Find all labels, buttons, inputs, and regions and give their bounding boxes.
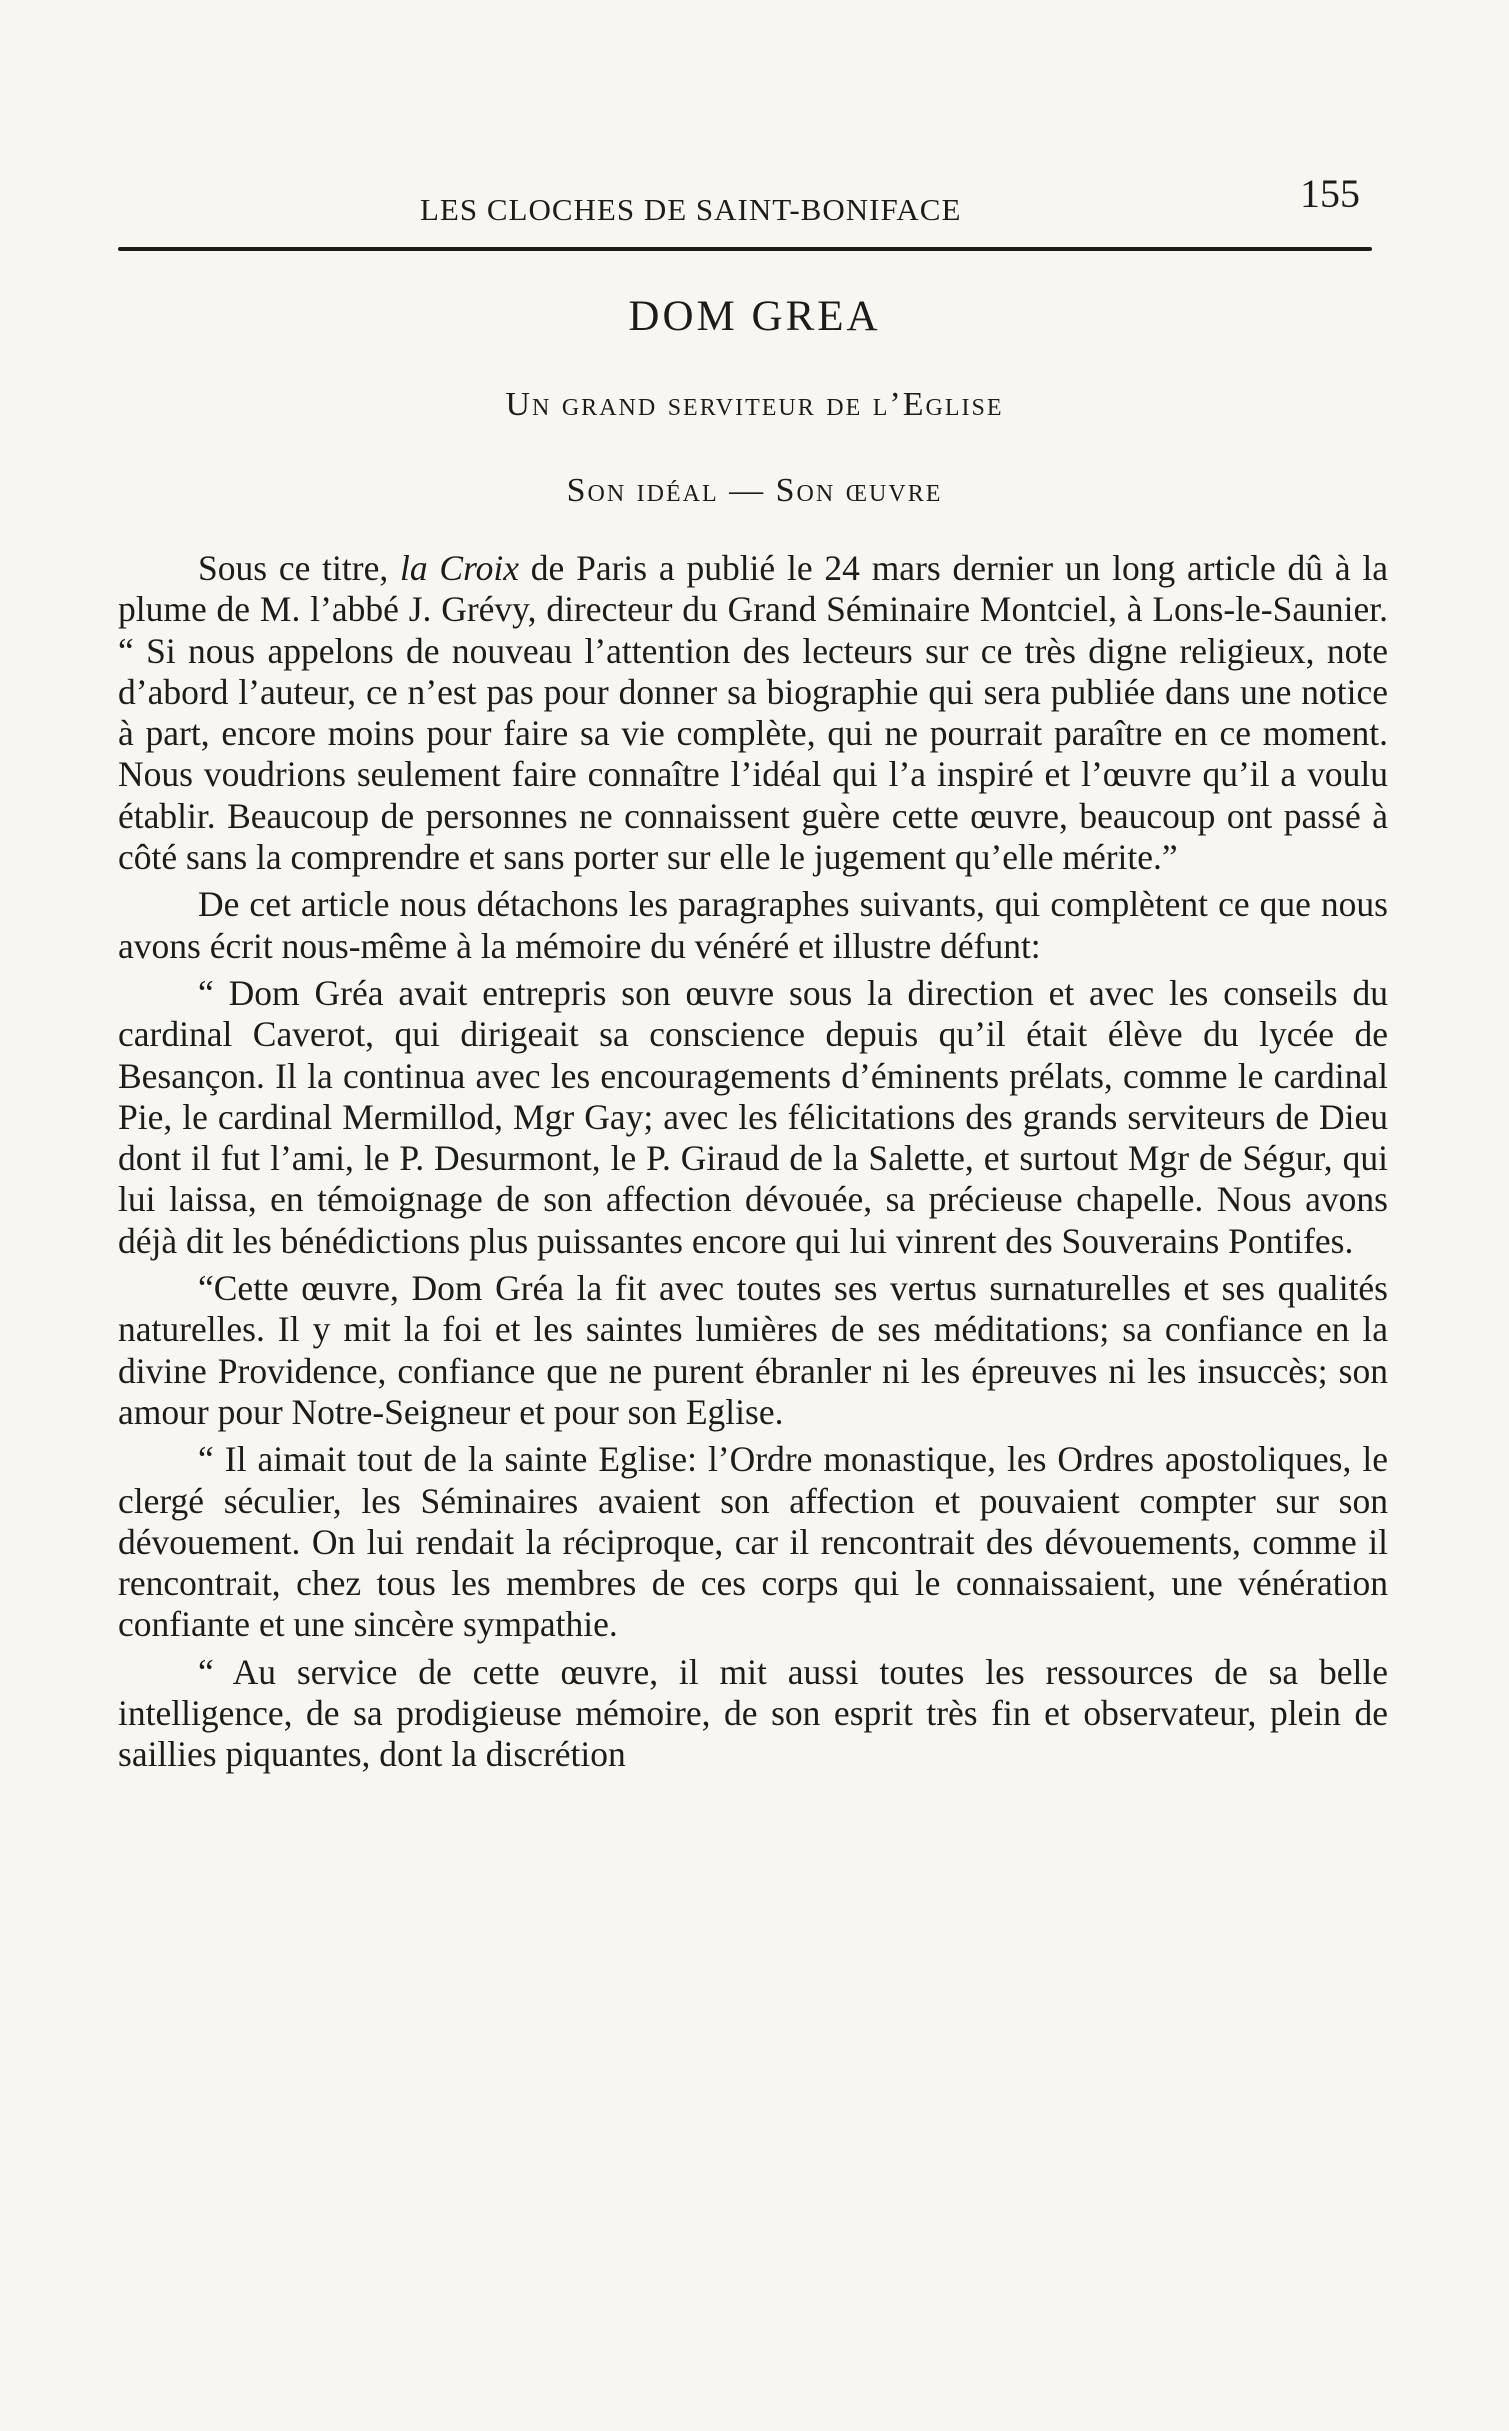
article-title: DOM GREA: [628, 293, 881, 340]
paragraph-1-start: Sous ce titre,: [198, 548, 401, 588]
paragraph-1: [118, 548, 1388, 878]
paragraph-5: “ Il aimait tout de la sainte Eglise: l’Ordre monastique, les Ordres apostoliques, le clergé séculier, les Séminaires avaient son affection et pouvaient compter sur son dévouement. On lui rendait la réciproque, car il rencontrait des dévouements, comme il rencontrait, chez tous les membres de ces corps qui le connaissaient, une vénération confiante et une sincère sympathie.: [118, 1439, 1388, 1645]
paragraph-4: “Cette œuvre, Dom Gréa la fit avec toutes ses vertus surnaturelles et ses qualités naturelles. Il y mit la foi et les saintes lumières de ses méditations; sa confiance en la divine Providence, confiance que ne purent ébranler ni les épreuves ni les insuccès; son amour pour Notre-Seigneur et pour son Eglise.: [118, 1268, 1388, 1432]
article-body: [118, 548, 1388, 1782]
page-number: 155: [1300, 171, 1360, 216]
paragraph-1-rest: de Paris a publié le 24 mars dernier un long article dû à la plume de M. l’abbé J. Grévy, directeur du Grand Séminaire Montciel, à Lons-le-Saunier. “ Si nous appelons de nouveau l’attention des lecteurs sur ce très digne religieux, note d’abord l’auteur, ce n’est pas pour donner sa biographie qui sera publiée dans une notice à part, encore moins pour faire sa vie complète, qui ne pourrait paraître en ce moment. Nous voudrions seulement faire connaître l’idéal qui l’a inspiré et l’œuvre qu’il a voulu établir. Beaucoup de personnes ne connaissent guère cette œuvre, beaucoup ont passé à côté sans la comprendre et sans porter sur elle le jugement qu’elle mérite.”: [118, 548, 1388, 878]
paragraph-6: “ Au service de cette œuvre, il mit aussi toutes les ressources de sa belle intelligence, de sa prodigieuse mémoire, de son esprit très fin et observateur, plein de saillies piquantes, dont la discrétion: [118, 1651, 1388, 1775]
article-subtitle: Un grand serviteur de l’Eglise: [505, 386, 1004, 423]
header-rule: [118, 247, 1372, 251]
running-head: LES CLOCHES DE SAINT-BONIFACE: [420, 192, 962, 227]
article-subsubtitle: Son idéal — Son œuvre: [566, 472, 943, 509]
newspaper-name: la Croix: [400, 548, 519, 588]
paragraph-2: De cet article nous détachons les paragraphes suivants, qui complètent ce que nous avons écrit nous-même à la mémoire du vénéré et illustre défunt:: [118, 884, 1388, 966]
paragraph-3: “ Dom Gréa avait entrepris son œuvre sous la direction et avec les conseils du cardinal Caverot, qui dirigeait sa conscience depuis qu’il était élève du lycée de Besançon. Il la continua avec les encouragements d’éminents prélats, comme le cardinal Pie, le cardinal Mermillod, Mgr Gay; avec les félicitations des grands serviteurs de Dieu dont il fut l’ami, le P. Desurmont, le P. Giraud de la Salette, et surtout Mgr de Ségur, qui lui laissa, en témoignage de son affection dévouée, sa précieuse chapelle. Nous avons déjà dit les bénédictions plus puissantes encore qui lui vinrent des Souverains Pontifes.: [118, 972, 1388, 1261]
